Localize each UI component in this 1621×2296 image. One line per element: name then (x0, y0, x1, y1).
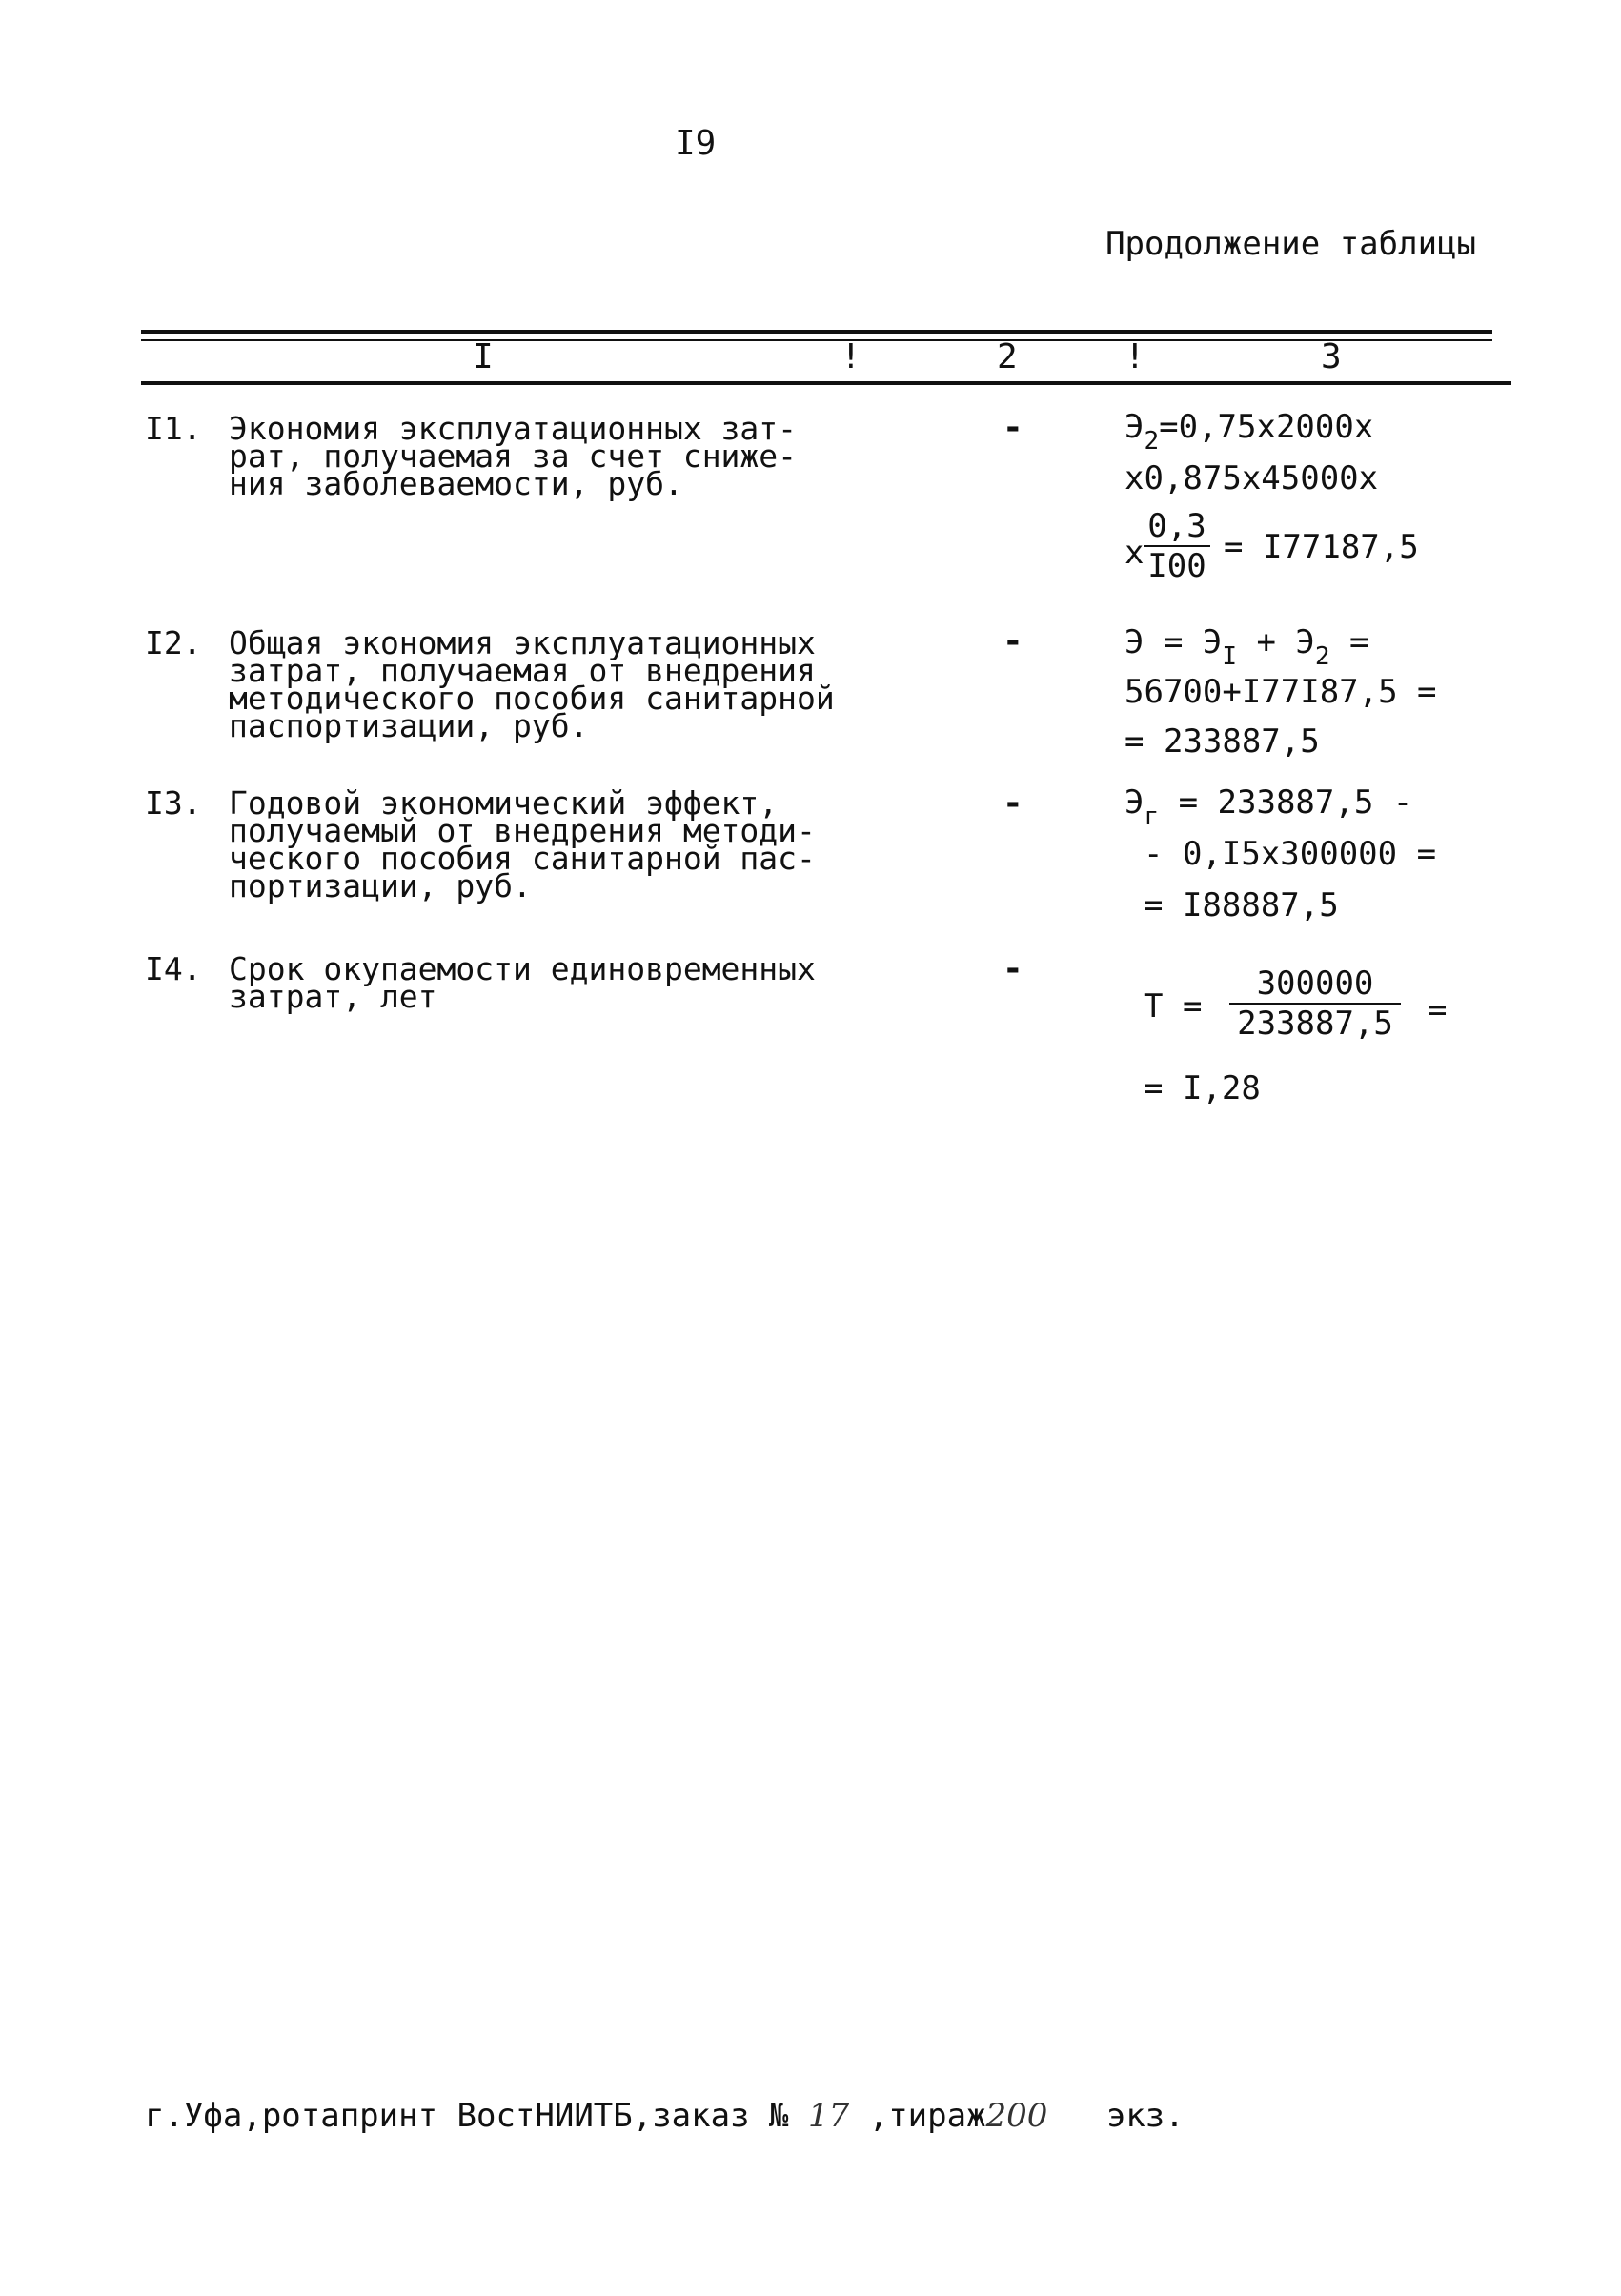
row-col2-value: - (1003, 949, 1023, 988)
table-top-rule-thin (141, 339, 1492, 341)
formula-line: - 0,I5х300000 = (1144, 835, 1437, 873)
formula-symbol: Э (1125, 408, 1145, 446)
formula-subscript: 2 (1144, 427, 1160, 456)
row-col2-value: - (1003, 408, 1023, 447)
print-footer (145, 2097, 1185, 2135)
table-top-rule (141, 330, 1492, 334)
column-separator-2: ! (1125, 337, 1145, 376)
row-description: Экономия эксплуатационных зат- рат, получаемая за счет сниже- ния заболеваемости, руб. (229, 410, 798, 502)
formula-subscript: г (1144, 803, 1160, 831)
print-run: 200 (985, 2097, 1048, 2135)
formula-text: = (1329, 623, 1369, 661)
formula-line (1125, 623, 1369, 671)
fraction-numerator: 0,3 (1147, 507, 1206, 545)
formula-line: х0,875х45000х (1125, 459, 1379, 498)
row-description: Общая экономия эксплуатационных затрат, получаемая от внедрения методического пособия санитарной паспортизации, руб. (229, 624, 835, 744)
formula-text: Э = Э (1125, 623, 1223, 661)
formula-text: + Э (1237, 623, 1315, 661)
fraction-numerator: 300000 (1256, 965, 1374, 1003)
formula-line: = I77187,5 (1224, 528, 1419, 566)
column-separator-1: ! (841, 337, 861, 376)
row-number: I4. (145, 950, 202, 987)
row-col2-value: - (1003, 783, 1023, 823)
row-number: I1. (145, 410, 202, 447)
row-number: I2. (145, 624, 202, 661)
formula-subscript: 2 (1314, 642, 1330, 671)
formula-text: = (1428, 991, 1448, 1029)
column-header-3: 3 (1321, 337, 1342, 376)
fraction-denominator: 233887,5 (1229, 1003, 1401, 1043)
formula-symbol: Э (1125, 783, 1145, 822)
formula-line: = 233887,5 (1125, 722, 1320, 761)
formula-fraction (1229, 965, 1401, 1043)
row-col2-value: - (1003, 621, 1023, 660)
footer-text: ,тираж (849, 2097, 986, 2135)
page-number: I9 (675, 124, 717, 163)
footer-text: г.Уфа,ротапринт ВостНИИТБ,заказ № (145, 2097, 808, 2135)
table-header-rule (141, 381, 1511, 385)
formula-line (1125, 783, 1413, 831)
row-description: Срок окупаемости единовременных затрат, лет (229, 950, 816, 1015)
formula-fraction (1144, 507, 1210, 585)
order-number: 17 (807, 2097, 850, 2135)
formula-line (1125, 408, 1374, 456)
formula-text: =0,75х2000х (1159, 408, 1374, 446)
column-header-2: 2 (997, 337, 1018, 376)
formula-x: х (1125, 534, 1145, 572)
formula-text: = 233887,5 - (1159, 783, 1413, 822)
formula-line: 56700+I77I87,5 = (1125, 673, 1437, 711)
row-number: I3. (145, 784, 202, 822)
footer-text: экз. (1047, 2097, 1185, 2135)
row-description: Годовой экономический эффект, получаемый от внедрения методи- ческого пособия санитарной пас- портизации, руб. (229, 784, 816, 904)
fraction-denominator: I00 (1144, 545, 1210, 585)
formula-text: Т = (1144, 987, 1203, 1026)
column-header-1: I (473, 337, 494, 376)
formula-subscript: I (1222, 642, 1238, 671)
formula-line: = I88887,5 (1144, 886, 1339, 924)
table-continuation-label: Продолжение таблицы (1105, 225, 1476, 263)
formula-line: = I,28 (1144, 1069, 1261, 1107)
